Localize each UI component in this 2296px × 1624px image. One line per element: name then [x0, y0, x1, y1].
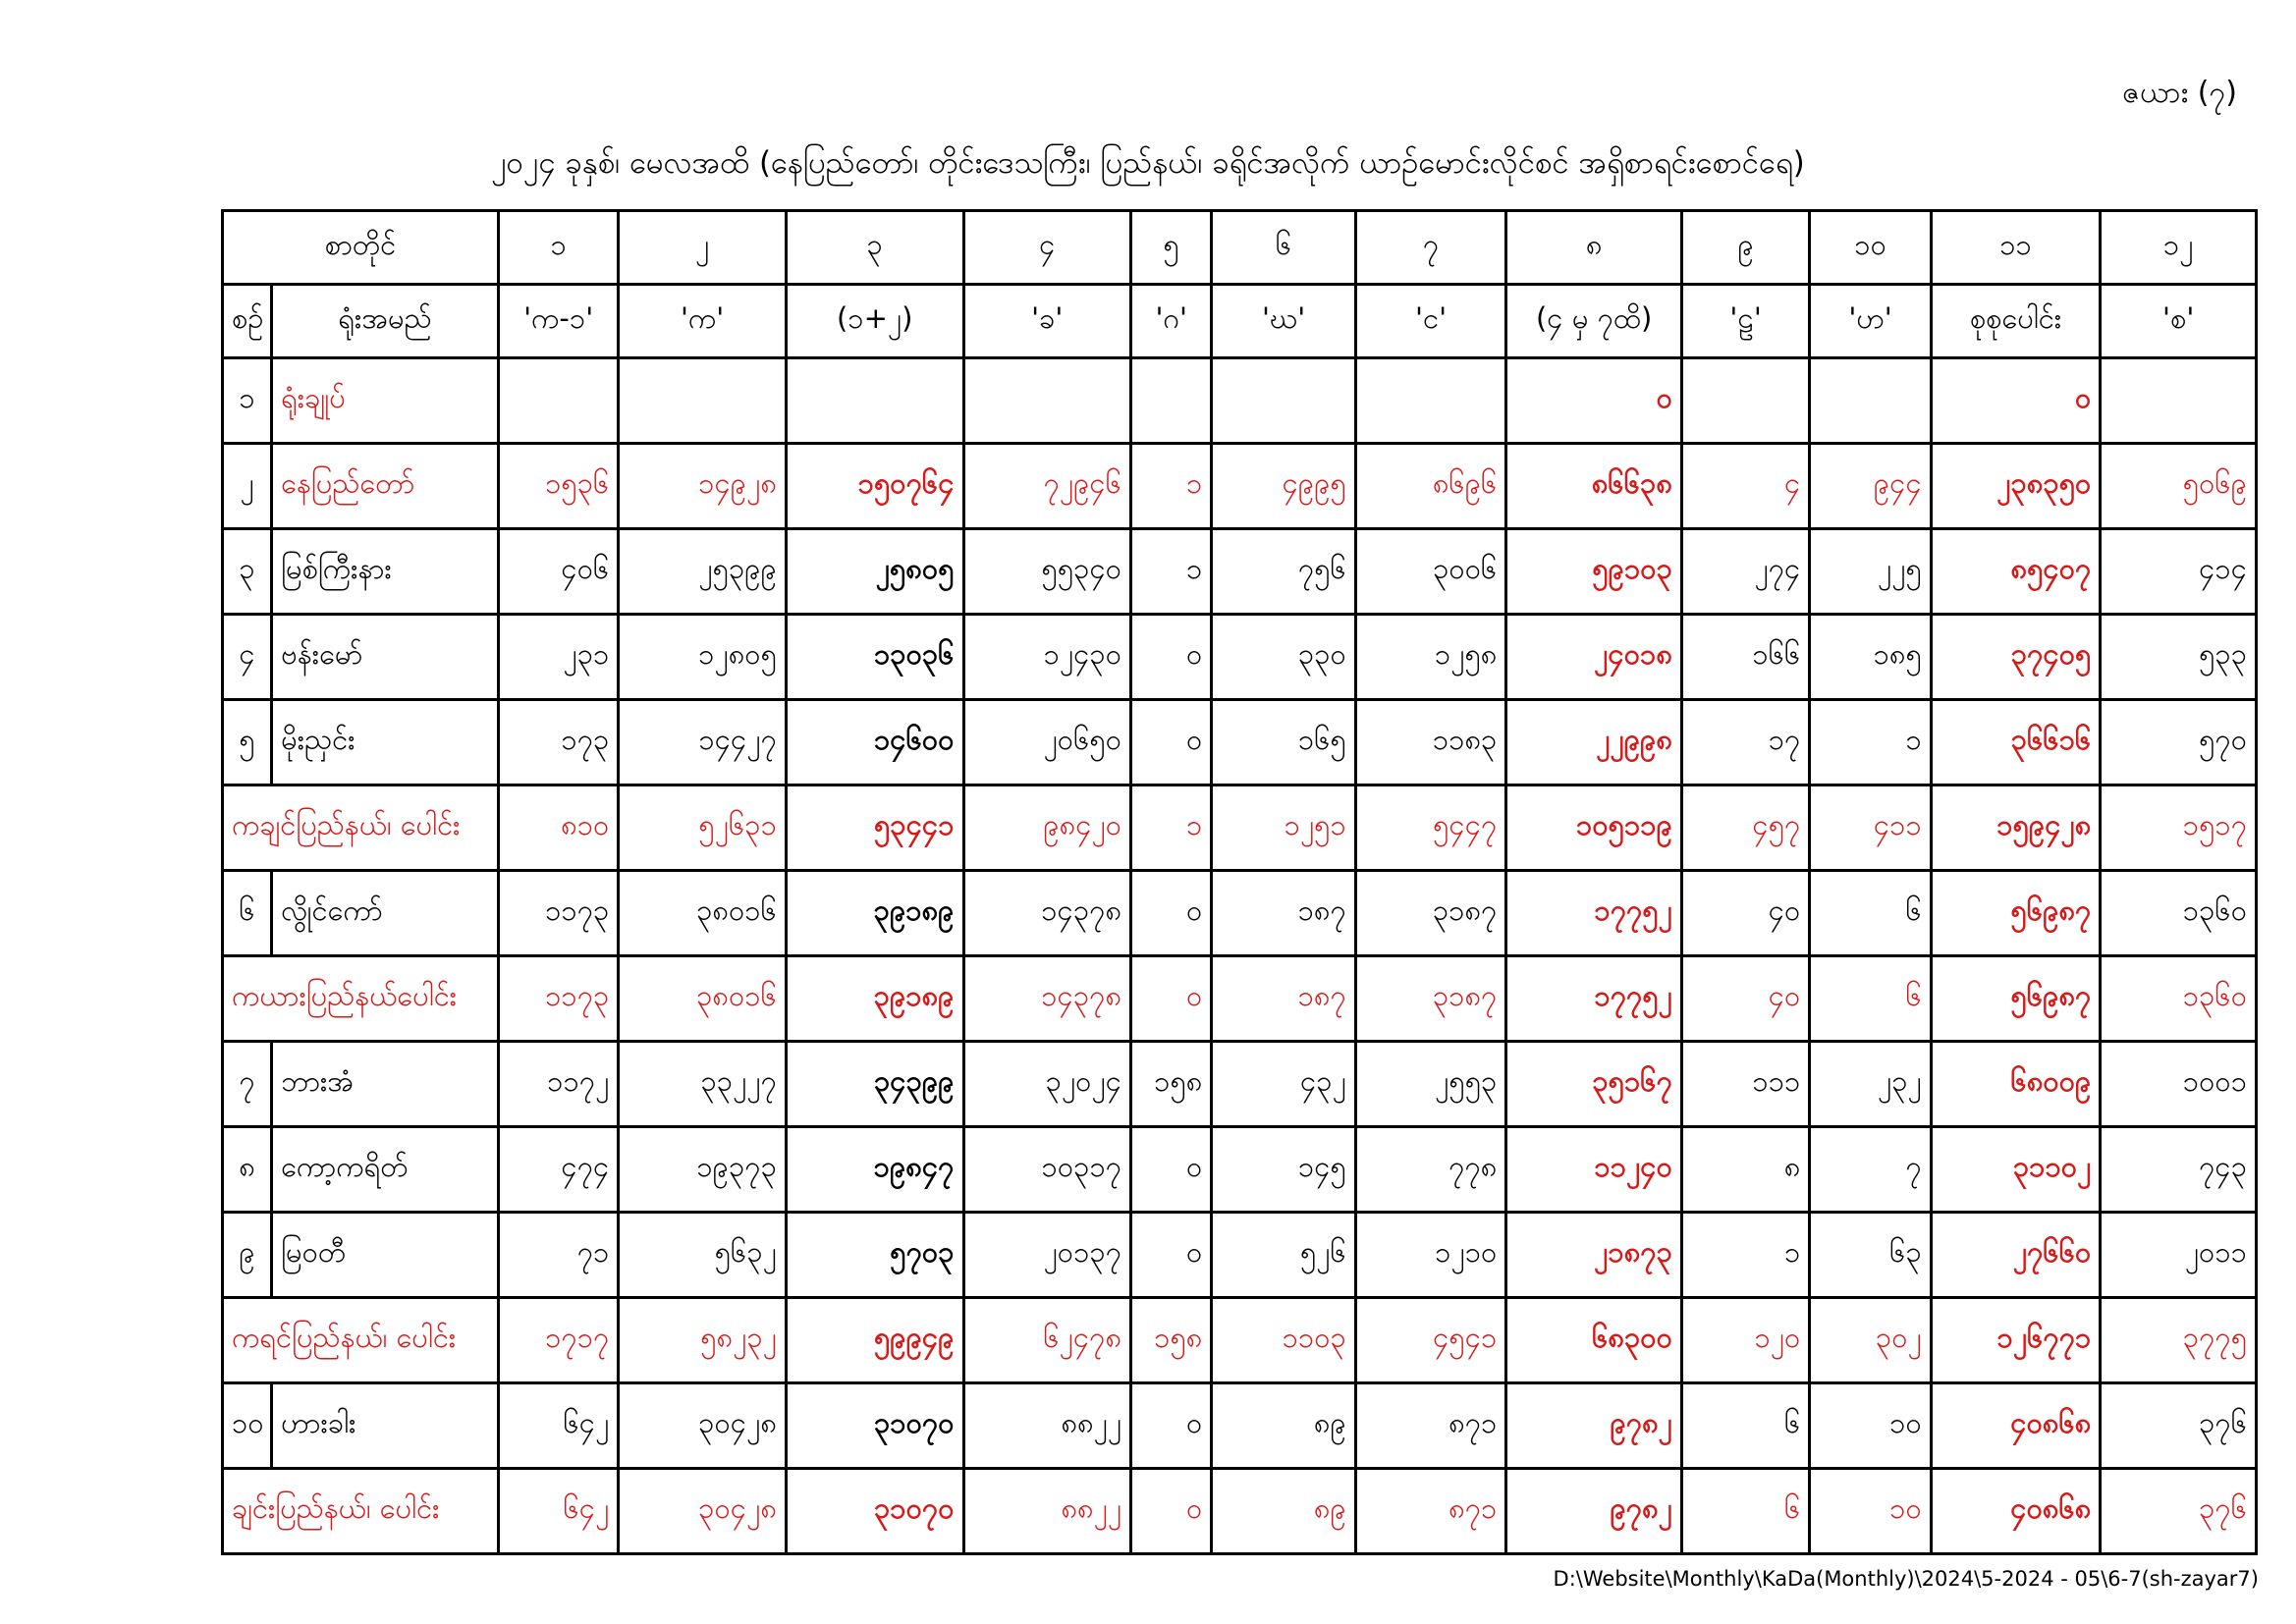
value-cell: ၁၈၅: [1810, 615, 1931, 700]
value-cell: ၉၇၈၂: [1506, 1383, 1682, 1469]
value-cell: ၁၂၁၀: [1355, 1213, 1506, 1298]
value-cell: ၃၁၀၇၀: [786, 1383, 963, 1469]
header-row-numbers: [223, 211, 2257, 285]
serial-number: ၉: [223, 1213, 272, 1298]
value-cell: ၁၂၅၈: [1355, 615, 1506, 700]
value-cell: ၅၉၉၄၉: [786, 1298, 963, 1383]
value-cell: ၄၁၄: [2101, 529, 2257, 615]
value-cell: ၈၉: [1212, 1383, 1355, 1469]
value-cell: ၇၇၈: [1355, 1127, 1506, 1213]
value-cell: ၁၄၄၂၇: [619, 700, 787, 785]
serial-number: ၃: [223, 529, 272, 615]
value-cell: ၃၁၀၇၀: [786, 1469, 963, 1554]
column-number-header: ၉: [1681, 211, 1809, 285]
value-cell: ၄၀၈၆၈: [1931, 1383, 2101, 1469]
table-row: [223, 1127, 2257, 1213]
value-cell: ၁: [1131, 785, 1212, 871]
value-cell: ၅၆၃၂: [619, 1213, 787, 1298]
value-cell: ၁၂၆၇၇၁: [1931, 1298, 2101, 1383]
license-type-header: 'ခ': [963, 285, 1131, 358]
table-row: [223, 444, 2257, 529]
value-cell: ၉၈၄၂၀: [963, 785, 1131, 871]
value-cell: ၁၁၀၃: [1212, 1298, 1355, 1383]
office-name: နေပြည်တော်: [272, 444, 499, 529]
column-number-header: ၅: [1131, 211, 1212, 285]
value-cell: ၆၃: [1810, 1213, 1931, 1298]
value-cell: [1681, 358, 1809, 444]
value-cell: ၄၀: [1681, 871, 1809, 956]
value-cell: ၁၄၃၇၈: [963, 956, 1131, 1042]
subtotal-row: [223, 1298, 2257, 1383]
value-cell: ၁၇၃: [498, 700, 618, 785]
value-cell: ၃၃၂၂၇: [619, 1042, 787, 1127]
value-cell: ၄၀: [1681, 956, 1809, 1042]
license-type-header: 'က-၁': [498, 285, 618, 358]
license-type-header: 'ဠ': [1681, 285, 1809, 358]
office-name: မြစ်ကြီးနား: [272, 529, 499, 615]
subtotal-label: ကရင်ပြည်နယ်၊ ပေါင်း: [223, 1298, 499, 1383]
value-cell: ၁၇၇၅၂: [1506, 871, 1682, 956]
value-cell: ၀: [1131, 700, 1212, 785]
subtotal-row: [223, 785, 2257, 871]
value-cell: [963, 358, 1131, 444]
column-number-header: ၃: [786, 211, 963, 285]
value-cell: ၂၅၅၃: [1355, 1042, 1506, 1127]
table-row: [223, 1383, 2257, 1469]
value-cell: ၈၇၁: [1355, 1469, 1506, 1554]
value-cell: ၃၁၈၇: [1355, 956, 1506, 1042]
value-cell: ၀: [1131, 1213, 1212, 1298]
value-cell: ၇၂၉၄၆: [963, 444, 1131, 529]
value-cell: ၀: [1131, 1127, 1212, 1213]
value-cell: ၁၃၆၀: [2101, 956, 2257, 1042]
serial-number: ၇: [223, 1042, 272, 1127]
serial-number: ၈: [223, 1127, 272, 1213]
value-cell: ၅၄၄၇: [1355, 785, 1506, 871]
value-cell: ၁၈၇: [1212, 871, 1355, 956]
value-cell: ၆၄၂: [498, 1383, 618, 1469]
column-number-header: ၇: [1355, 211, 1506, 285]
value-cell: ၁၅၈: [1131, 1298, 1212, 1383]
value-cell: ၄၁၁: [1810, 785, 1931, 871]
office-name: ကော့ကရိတ်: [272, 1127, 499, 1213]
license-type-header: 'စ': [2101, 285, 2257, 358]
value-cell: ၃၂၀၂၄: [963, 1042, 1131, 1127]
value-cell: ၈၇၁: [1355, 1383, 1506, 1469]
value-cell: ၃၈၀၁၆: [619, 956, 787, 1042]
license-table: [221, 209, 2258, 1555]
value-cell: ၁၅၀၇၆၄: [786, 444, 963, 529]
license-type-header: 'က': [619, 285, 787, 358]
value-cell: ၆: [1681, 1383, 1809, 1469]
serial-number: ၄: [223, 615, 272, 700]
value-cell: ၈၆၉၆: [1355, 444, 1506, 529]
value-cell: ၃၀၄၂၈: [619, 1383, 787, 1469]
value-cell: [786, 358, 963, 444]
value-cell: ၁၉၈၄၇: [786, 1127, 963, 1213]
column-number-header: ၄: [963, 211, 1131, 285]
value-cell: ၄၅၄၁: [1355, 1298, 1506, 1383]
header-row-types: [223, 285, 2257, 358]
value-cell: ၁၂၅၁: [1212, 785, 1355, 871]
column-number-header: ၆: [1212, 211, 1355, 285]
column-number-header: ၁၂: [2101, 211, 2257, 285]
value-cell: ၈: [1681, 1127, 1809, 1213]
value-cell: ၂၂၅: [1810, 529, 1931, 615]
value-cell: ၃၁၁၀၂: [1931, 1127, 2101, 1213]
value-cell: ၁၅၉၄၂၈: [1931, 785, 2101, 871]
value-cell: ၁၅၁၇: [2101, 785, 2257, 871]
value-cell: ၅၇၀: [2101, 700, 2257, 785]
value-cell: ၂၀၆၅၀: [963, 700, 1131, 785]
serial-number: ၅: [223, 700, 272, 785]
value-cell: ၄၀၆: [498, 529, 618, 615]
office-name: လွိုင်ကော်: [272, 871, 499, 956]
column-number-header: ၂: [619, 211, 787, 285]
license-type-header: (၁+၂): [786, 285, 963, 358]
page-title: ၂၀၂၄ ခုနှစ်၊ မေလအထိ (နေပြည်တော်၊ တိုင်းဒေသကြီး၊ ပြည်နယ်၊ ခရိုင်အလိုက် ယာဉ်မောင်းလိုင်စင် အရှိစာရင်းစောင်ရေ): [491, 145, 1805, 181]
value-cell: ၄၉၉၅: [1212, 444, 1355, 529]
value-cell: ၅၆၉၈၇: [1931, 956, 2101, 1042]
office-name: မြဝတီ: [272, 1213, 499, 1298]
column-number-header: ၁၀: [1810, 211, 1931, 285]
table-row: [223, 871, 2257, 956]
value-cell: ၆၈၀၀၉: [1931, 1042, 2101, 1127]
value-cell: ၁၂၈၀၅: [619, 615, 787, 700]
value-cell: [619, 358, 787, 444]
subtotal-label: ကချင်ပြည်နယ်၊ ပေါင်း: [223, 785, 499, 871]
value-cell: ၀: [1131, 1469, 1212, 1554]
office-name: ဘားအံ: [272, 1042, 499, 1127]
office-name: ရုံးချုပ်: [272, 358, 499, 444]
value-cell: ၁၇: [1681, 700, 1809, 785]
value-cell: ၀: [1131, 1383, 1212, 1469]
subtotal-label: ကယားပြည်နယ်ပေါင်း: [223, 956, 499, 1042]
value-cell: ၀: [1131, 615, 1212, 700]
value-cell: ၆: [1810, 956, 1931, 1042]
value-cell: ၀: [1931, 358, 2101, 444]
value-cell: ၈၅၄၀၇: [1931, 529, 2101, 615]
value-cell: ၃၉၁၈၉: [786, 871, 963, 956]
value-cell: ၁၃၀၃၆: [786, 615, 963, 700]
value-cell: ၆၈၃၀၀: [1506, 1298, 1682, 1383]
value-cell: ၁၁၈၃: [1355, 700, 1506, 785]
value-cell: [1355, 358, 1506, 444]
value-cell: [498, 358, 618, 444]
value-cell: ၂၂၉၉၈: [1506, 700, 1682, 785]
office-name: ဟားခါး: [272, 1383, 499, 1469]
value-cell: ၅၀၆၉: [2101, 444, 2257, 529]
value-cell: ၅၈၂၃၂: [619, 1298, 787, 1383]
license-type-header: စုစုပေါင်း: [1931, 285, 2101, 358]
value-cell: ၁၇၇၅၂: [1506, 956, 1682, 1042]
table-row: [223, 615, 2257, 700]
license-type-header: (၄ မှ ၇ထိ): [1506, 285, 1682, 358]
sr-header: စဉ်: [223, 285, 272, 358]
value-cell: ၁၇၁၇: [498, 1298, 618, 1383]
license-type-header: 'င': [1355, 285, 1506, 358]
value-cell: ၄: [1681, 444, 1809, 529]
column-label-header: စာတိုင်: [223, 211, 499, 285]
value-cell: ၁၉၃၇၃: [619, 1127, 787, 1213]
value-cell: ၃၀၂: [1810, 1298, 1931, 1383]
value-cell: ၁၅၈: [1131, 1042, 1212, 1127]
value-cell: ၁၀၀၁: [2101, 1042, 2257, 1127]
value-cell: ၂၄၀၁၈: [1506, 615, 1682, 700]
value-cell: ၁၀၃၁၇: [963, 1127, 1131, 1213]
value-cell: ၆၄၂: [498, 1469, 618, 1554]
table-row: [223, 700, 2257, 785]
value-cell: ၁၄၅: [1212, 1127, 1355, 1213]
column-number-header: ၁: [498, 211, 618, 285]
subtotal-label: ချင်းပြည်နယ်၊ ပေါင်း: [223, 1469, 499, 1554]
file-path-footer: D:\Website\Monthly\KaDa(Monthly)\2024\5-2024 - 05\6-7(sh-zayar7): [1553, 1567, 2259, 1591]
value-cell: ၁၆၅: [1212, 700, 1355, 785]
value-cell: ၁၀၅၁၁၉: [1506, 785, 1682, 871]
value-cell: ၇: [1810, 1127, 1931, 1213]
value-cell: ၁၄၆၀၀: [786, 700, 963, 785]
value-cell: ၃၇၆: [2101, 1469, 2257, 1554]
value-cell: ၉၇၈၂: [1506, 1469, 1682, 1554]
value-cell: ၃၀၀၆: [1355, 529, 1506, 615]
license-type-header: 'ဃ': [1212, 285, 1355, 358]
value-cell: ၁၁၇၂: [498, 1042, 618, 1127]
value-cell: ၃၉၁၈၉: [786, 956, 963, 1042]
value-cell: ၂၅၈၀၅: [786, 529, 963, 615]
value-cell: ၇၁: [498, 1213, 618, 1298]
value-cell: ၂၀၁၃၇: [963, 1213, 1131, 1298]
value-cell: ၅၂၆: [1212, 1213, 1355, 1298]
value-cell: ၇၄၃: [2101, 1127, 2257, 1213]
name-header: ရုံးအမည်: [272, 285, 499, 358]
value-cell: ၈၈၂၂: [963, 1469, 1131, 1554]
table-row: [223, 1042, 2257, 1127]
subtotal-row: [223, 1469, 2257, 1554]
value-cell: ၁: [1681, 1213, 1809, 1298]
value-cell: ၄၇၄: [498, 1127, 618, 1213]
value-cell: ၁: [1131, 444, 1212, 529]
value-cell: ၂၅၃၉၉: [619, 529, 787, 615]
value-cell: ၃၅၁၆၇: [1506, 1042, 1682, 1127]
value-cell: ၆: [1810, 871, 1931, 956]
value-cell: ၀: [1506, 358, 1682, 444]
table-number-label: ဇယား (၇): [2122, 76, 2237, 110]
value-cell: ၄၅၇: [1681, 785, 1809, 871]
value-cell: ၈၈၂၂: [963, 1383, 1131, 1469]
value-cell: ၂၃၁: [498, 615, 618, 700]
value-cell: ၁၃၆၀: [2101, 871, 2257, 956]
value-cell: ၆၂၄၇၈: [963, 1298, 1131, 1383]
value-cell: ၁၀: [1810, 1469, 1931, 1554]
value-cell: ၃၁၈၇: [1355, 871, 1506, 956]
value-cell: ၂၃၈၃၅၀: [1931, 444, 2101, 529]
value-cell: ၅၅၃၄၀: [963, 529, 1131, 615]
value-cell: ၃၀၄၂၈: [619, 1469, 787, 1554]
license-type-header: 'ဂ': [1131, 285, 1212, 358]
value-cell: ၀: [1131, 956, 1212, 1042]
value-cell: [1810, 358, 1931, 444]
value-cell: ၂၁၈၇၃: [1506, 1213, 1682, 1298]
value-cell: ၈၁၀: [498, 785, 618, 871]
value-cell: ၈၆၆၃၈: [1506, 444, 1682, 529]
value-cell: ၁၁၂၄၀: [1506, 1127, 1682, 1213]
serial-number: ၁: [223, 358, 272, 444]
value-cell: ၃၆၆၁၆: [1931, 700, 2101, 785]
value-cell: ၆: [1681, 1469, 1809, 1554]
value-cell: ၂၀၁၁: [2101, 1213, 2257, 1298]
serial-number: ၁၀: [223, 1383, 272, 1469]
column-number-header: ၈: [1506, 211, 1682, 285]
value-cell: [1131, 358, 1212, 444]
value-cell: ၃၃၀: [1212, 615, 1355, 700]
value-cell: ၁: [1810, 700, 1931, 785]
value-cell: ၈၉: [1212, 1469, 1355, 1554]
value-cell: ၃၄၃၉၉: [786, 1042, 963, 1127]
value-cell: ၃၇၄၀၅: [1931, 615, 2101, 700]
value-cell: ၂၇၆၆၀: [1931, 1213, 2101, 1298]
table-row: [223, 358, 2257, 444]
value-cell: ၁၁၁: [1681, 1042, 1809, 1127]
value-cell: ၅၇၀၃: [786, 1213, 963, 1298]
value-cell: ၂၇၄: [1681, 529, 1809, 615]
value-cell: ၄၃၂: [1212, 1042, 1355, 1127]
value-cell: [1212, 358, 1355, 444]
value-cell: ၁၅၃၆: [498, 444, 618, 529]
value-cell: ၀: [1131, 871, 1212, 956]
value-cell: ၁၄၉၂၈: [619, 444, 787, 529]
serial-number: ၆: [223, 871, 272, 956]
value-cell: ၅၆၉၈၇: [1931, 871, 2101, 956]
value-cell: [2101, 358, 2257, 444]
subtotal-row: [223, 956, 2257, 1042]
value-cell: ၁၈၇: [1212, 956, 1355, 1042]
table-row: [223, 1213, 2257, 1298]
value-cell: ၄၀၈၆၈: [1931, 1469, 2101, 1554]
office-name: ဗန်းမော်: [272, 615, 499, 700]
value-cell: ၁၀: [1810, 1383, 1931, 1469]
value-cell: ၇၅၆: [1212, 529, 1355, 615]
value-cell: ၁၆၆: [1681, 615, 1809, 700]
value-cell: ၁၁၇၃: [498, 871, 618, 956]
value-cell: ၁၂၄၃၀: [963, 615, 1131, 700]
value-cell: ၅၃၃: [2101, 615, 2257, 700]
value-cell: ၂၃၂: [1810, 1042, 1931, 1127]
value-cell: ၉၄၄: [1810, 444, 1931, 529]
value-cell: ၃၇၇၅: [2101, 1298, 2257, 1383]
license-type-header: 'ဟ': [1810, 285, 1931, 358]
column-number-header: ၁၁: [1931, 211, 2101, 285]
value-cell: ၅၃၄၄၁: [786, 785, 963, 871]
value-cell: ၃၈၀၁၆: [619, 871, 787, 956]
value-cell: ၅၉၁၀၃: [1506, 529, 1682, 615]
value-cell: ၅၂၆၃၁: [619, 785, 787, 871]
value-cell: ၁: [1131, 529, 1212, 615]
table-row: [223, 529, 2257, 615]
office-name: မိုးညှင်း: [272, 700, 499, 785]
value-cell: ၁၂၀: [1681, 1298, 1809, 1383]
serial-number: ၂: [223, 444, 272, 529]
value-cell: ၃၇၆: [2101, 1383, 2257, 1469]
value-cell: ၁၁၇၃: [498, 956, 618, 1042]
value-cell: ၁၄၃၇၈: [963, 871, 1131, 956]
